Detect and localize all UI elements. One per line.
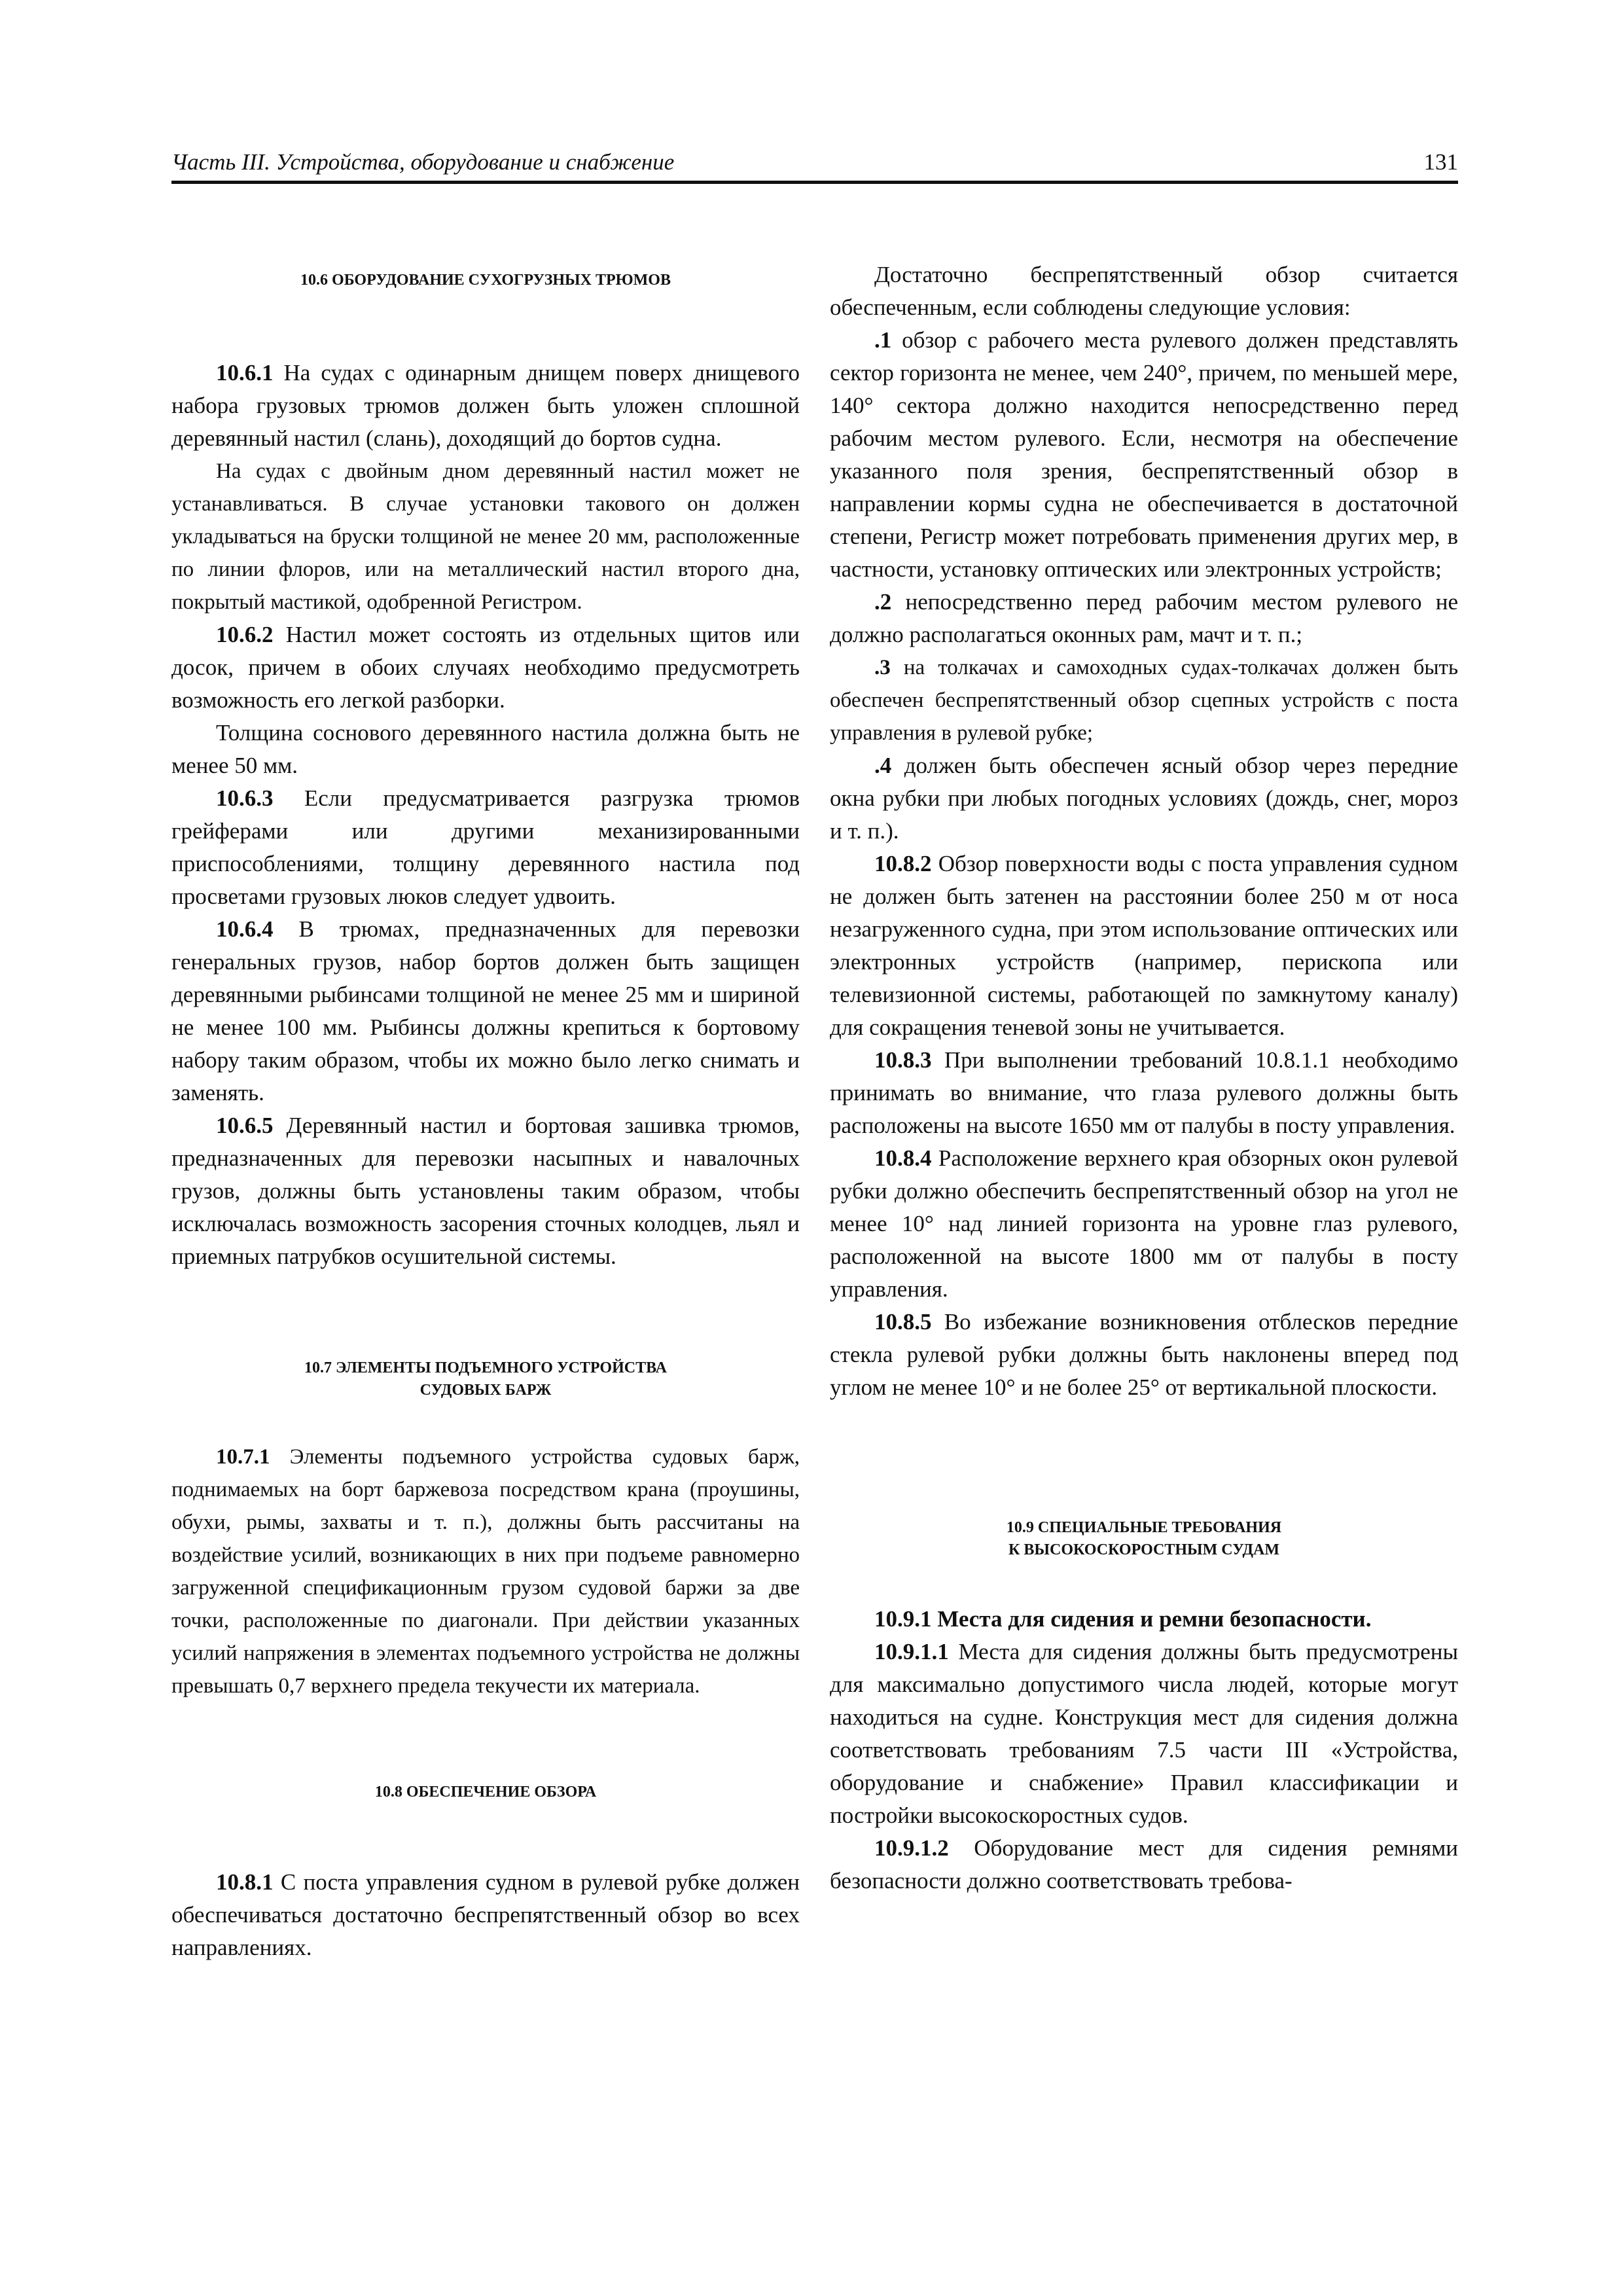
header-title: Часть III. Устройства, оборудование и снабжение (171, 149, 675, 175)
clause-text: Деревянный настил и бортовая зашивка трюмов, предназначенных для перевозки насыпных и навалочных грузов, должны быть установлены таким образом, чтобы исключалась возможность засорения сточных колодцев, льял и приемных патрубков осушительной системы. (171, 1113, 800, 1269)
clause-text: При выполнении требований 10.8.1.1 необходимо принимать во внимание, что глаза рулевого должны быть расположены на высоте 1650 мм от палубы в посту управления. (830, 1047, 1458, 1138)
clause-number: 10.8.3 (874, 1047, 932, 1073)
clause-text: Во избежание возникновения отблесков передние стекла рулевой рубки должны быть наклонены вперед под углом не менее 10° и не более 25° от вертикальной плоскости. (830, 1309, 1458, 1400)
heading-line: К ВЫСОКОСКОРОСТНЫМ СУДАМ (1008, 1541, 1279, 1558)
clause-text: Места для сидения должны быть предусмотрены для максимально допустимого числа людей, которые могут находиться на судне. Конструкция мест для сидения должна соответствовать требованиям 7.5 части III «Устройства, оборудование и снабжение» Правил классификации и постройки высокоскоростных судов. (830, 1639, 1458, 1828)
clause-text: На судах с одинарным днищем поверх днищевого набора грузовых трюмов должен быть уложен сплошной деревянный настил (слань), доходящий до бортов судна. (171, 360, 800, 451)
paragraph-10-9-1-1 (830, 1636, 1458, 1832)
item-number: .3 (874, 656, 891, 679)
running-header (171, 145, 1458, 184)
paragraph: Толщина соснового деревянного настила должна быть не менее 50 мм. (171, 720, 800, 778)
paragraph-10-7-1 (171, 1441, 800, 1702)
clause-number: 10.8.2 (874, 851, 932, 876)
paragraph: На судах с двойным дном деревянный настил может не устанавливаться. В случае установки такового он должен укладываться на бруски толщиной не менее 20 мм, расположенные по линии флоров, или на металлический настил второго дна, покрытый мастикой, одобренной Регистром. (171, 459, 800, 614)
clause-text: Расположение верхнего края обзорных окон рулевой рубки должно обеспечить беспрепятственный обзор на угол не менее 10° над линией горизонта на уровне глаз рулевого, расположенной на высоте 1800 мм от палубы в посту управления. (830, 1145, 1458, 1302)
clause-number: 10.9.1.1 (874, 1639, 949, 1664)
heading-line: 10.7 ЭЛЕМЕНТЫ ПОДЪЕМНОГО УСТРОЙСТВА (304, 1359, 667, 1376)
item-text: должен быть обеспечен ясный обзор через передние окна рубки при любых погодных условиях (дождь, снег, мороз и т. п.). (830, 753, 1458, 844)
paragraph-10-8-2 (830, 848, 1458, 1044)
clause-number: 10.6.5 (216, 1113, 274, 1138)
heading-line: 10.9 СПЕЦИАЛЬНЫЕ ТРЕБОВАНИЯ (1006, 1519, 1282, 1536)
clause-text: С поста управления судном в рулевой рубке должен обеспечиваться достаточно беспрепятственный обзор во всех направлениях. (171, 1869, 800, 1960)
paragraph-10-8-3 (830, 1044, 1458, 1142)
heading-line: СУДОВЫХ БАРЖ (419, 1382, 552, 1399)
item-number: .4 (874, 753, 892, 778)
clause-number: 10.6.3 (216, 785, 274, 811)
list-item-2 (830, 586, 1458, 651)
clause-number: 10.6.2 (216, 622, 274, 647)
paragraph-10-9-1-2 (830, 1832, 1458, 1897)
paragraph-10-8-5 (830, 1306, 1458, 1404)
clause-text: Обзор поверхности воды с поста управления судном не должен быть затенен на расстоянии более 250 м от носа незагруженного судна, при этом использование оптических или электронных устройств (например, перископа или телевизионной системы, работающей по замкнутому каналу) для сокращения теневой зоны не учитывается. (830, 851, 1458, 1040)
subsection-title-10-9-1: 10.9.1 Места для сидения и ремни безопасности. (874, 1606, 1372, 1632)
paragraph-10-6-5 (171, 1109, 800, 1273)
clause-number: 10.8.1 (216, 1869, 274, 1895)
paragraph-10-6-4 (171, 913, 800, 1109)
item-text: непосредственно перед рабочим местом рулевого не должно располагаться оконных рам, мачт и т. п.; (830, 589, 1458, 647)
clause-text: Если предусматривается разгрузка трюмов грейферами или другими механизированными приспособлениями, толщину деревянного настила под просветами грузовых люков следует удвоить. (171, 785, 800, 909)
paragraph-10-8-4 (830, 1142, 1458, 1306)
paragraph-10-8-1 (171, 1866, 800, 1964)
paragraph: Достаточно беспрепятственный обзор считается обеспеченным, если соблюдены следующие условия: (830, 262, 1458, 320)
item-number: .2 (874, 589, 892, 615)
list-item-3 (830, 651, 1458, 749)
section-heading-10-8: 10.8 ОБЕСПЕЧЕНИЕ ОБЗОРА (374, 1784, 597, 1801)
clause-number: 10.8.4 (874, 1145, 932, 1171)
item-number: .1 (874, 327, 892, 353)
left-column (171, 259, 800, 1964)
item-text: обзор с рабочего места рулевого должен представлять сектор горизонта не менее, чем 240°, причем, по меньшей мере, 140° сектора должно находится непосредственно перед рабочим местом рулевого. Если, несмотря на обеспечение указанного поля зрения, беспрепятственный обзор в направлении кормы судна не обеспечивается в достаточной степени, Регистр может потребовать применения других мер, в частности, установку оптических или электронных устройств; (830, 327, 1458, 582)
item-text: на толкачах и самоходных судах-толкачах должен быть обеспечен беспрепятственный обзор сцепных устройств с поста управления в рулевой рубке; (830, 656, 1458, 745)
section-heading-10-9 (830, 1516, 1458, 1561)
clause-number: 10.7.1 (216, 1445, 270, 1469)
clause-text: Оборудование мест для сидения ремнями безопасности должно соответствовать требова- (830, 1835, 1458, 1893)
right-column (830, 259, 1458, 1897)
clause-number: 10.6.4 (216, 916, 274, 942)
page-number: 131 (1423, 149, 1458, 175)
section-heading-10-7 (171, 1357, 800, 1401)
paragraph-10-6-2 (171, 619, 800, 717)
list-item-1 (830, 324, 1458, 586)
clause-text: Настил может состоять из отдельных щитов или досок, причем в обоих случаях необходимо предусмотреть возможность его легкой разборки. (171, 622, 800, 713)
section-heading-10-6: 10.6 ОБОРУДОВАНИЕ СУХОГРУЗНЫХ ТРЮМОВ (300, 272, 671, 289)
paragraph-10-6-1 (171, 357, 800, 455)
paragraph-10-6-3 (171, 782, 800, 913)
list-item-4 (830, 749, 1458, 848)
clause-text: В трюмах, предназначенных для перевозки генеральных грузов, набор бортов должен быть защищен деревянными рыбинсами толщиной не менее 25 мм и шириной не менее 100 мм. Рыбинсы должны крепиться к бортовому набору таким образом, чтобы их можно было легко снимать и заменять. (171, 916, 800, 1105)
clause-number: 10.6.1 (216, 360, 274, 386)
clause-text: Элементы подъемного устройства судовых барж, поднимаемых на борт баржевоза посредством крана (проушины, обухи, рымы, захваты и т. п.), должны быть рассчитаны на воздействие усилий, возникающих в них при подъеме равномерно загруженной спецификационным грузом судовой баржи за две точки, расположенные по диагонали. При действии указанных усилий напряжения в элементах подъемного устройства не должны превышать 0,7 верхнего предела текучести их материала. (171, 1445, 800, 1698)
clause-number: 10.9.1.2 (874, 1835, 949, 1861)
clause-number: 10.8.5 (874, 1309, 932, 1335)
